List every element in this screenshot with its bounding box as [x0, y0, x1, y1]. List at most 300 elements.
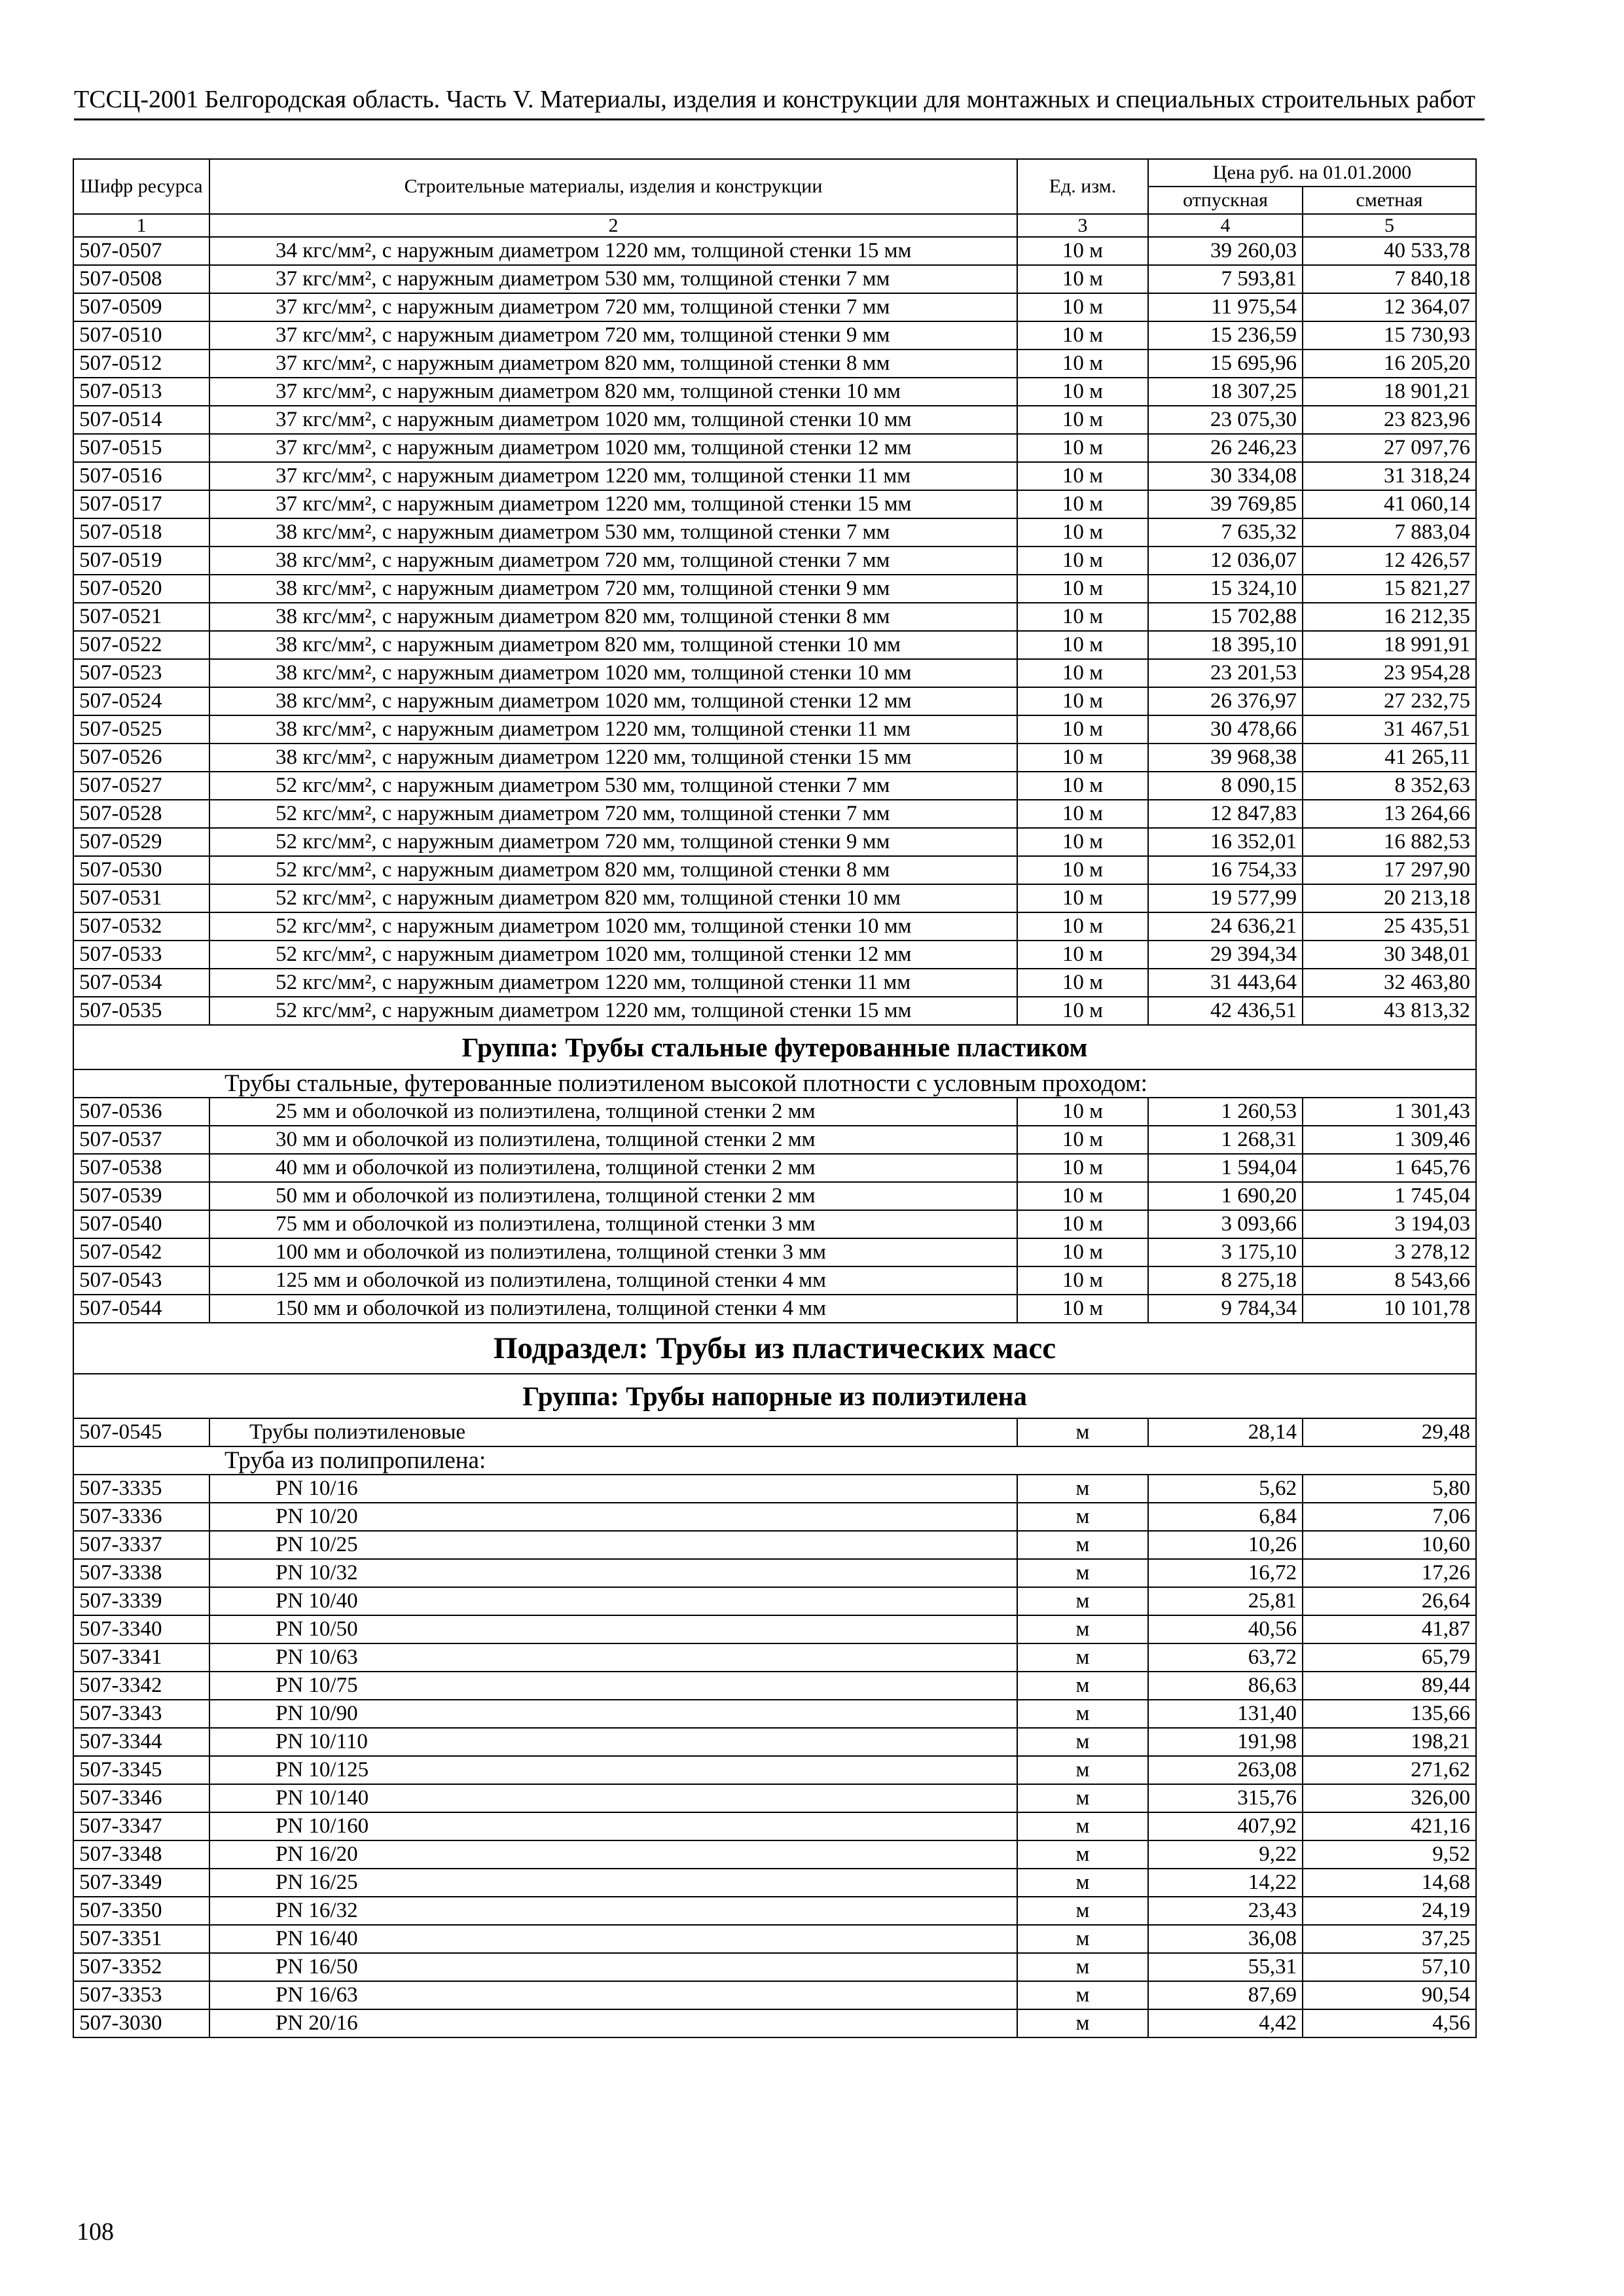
table-row [73, 631, 1476, 659]
material-name: 100 мм и оболочкой из полиэтилена, толщиной стенки 3 мм [209, 1238, 1017, 1266]
estimate-price: 18 991,91 [1303, 631, 1476, 659]
unit: 10 м [1017, 772, 1148, 800]
release-price: 26 376,97 [1148, 687, 1303, 715]
release-price: 30 334,08 [1148, 462, 1303, 490]
release-price: 40,56 [1148, 1615, 1303, 1643]
unit: 10 м [1017, 1295, 1148, 1323]
material-name: 38 кгс/мм², с наружным диаметром 1220 мм, толщиной стенки 11 мм [209, 715, 1017, 744]
release-price: 42 436,51 [1148, 997, 1303, 1025]
table-row [73, 1784, 1476, 1812]
table-row [73, 1559, 1476, 1587]
estimate-price: 30 348,01 [1303, 941, 1476, 969]
resource-code: 507-0520 [73, 575, 209, 603]
estimate-price: 1 745,04 [1303, 1182, 1476, 1210]
material-name: 37 кгс/мм², с наружным диаметром 720 мм, толщиной стенки 7 мм [209, 293, 1017, 321]
release-price: 7 593,81 [1148, 265, 1303, 293]
material-name: 52 кгс/мм², с наружным диаметром 820 мм, толщиной стенки 8 мм [209, 856, 1017, 884]
material-name: 37 кгс/мм², с наружным диаметром 1220 мм, толщиной стенки 15 мм [209, 490, 1017, 518]
table-row [73, 884, 1476, 912]
column-number: 1 [73, 214, 209, 237]
release-price: 36,08 [1148, 1925, 1303, 1953]
release-price: 18 307,25 [1148, 378, 1303, 406]
table-row [73, 1503, 1476, 1531]
release-price: 63,72 [1148, 1643, 1303, 1672]
unit: м [1017, 1925, 1148, 1953]
unit: 10 м [1017, 1238, 1148, 1266]
subheading-row [73, 1069, 1476, 1098]
unit: м [1017, 1981, 1148, 2009]
table-row [73, 293, 1476, 321]
material-name: PN 10/140 [209, 1784, 1017, 1812]
column-number: 2 [209, 214, 1017, 237]
material-name: 52 кгс/мм², с наружным диаметром 530 мм, толщиной стенки 7 мм [209, 772, 1017, 800]
material-name: 38 кгс/мм², с наружным диаметром 720 мм, толщиной стенки 9 мм [209, 575, 1017, 603]
resource-code: 507-3349 [73, 1869, 209, 1897]
group-row [73, 1374, 1476, 1418]
estimate-price: 23 954,28 [1303, 659, 1476, 687]
table-row [73, 1615, 1476, 1643]
release-price: 1 594,04 [1148, 1154, 1303, 1182]
estimate-price: 17,26 [1303, 1559, 1476, 1587]
material-name: 52 кгс/мм², с наружным диаметром 1220 мм, толщиной стенки 15 мм [209, 997, 1017, 1025]
header-unit: Ед. изм. [1017, 159, 1148, 214]
table-row [73, 1126, 1476, 1154]
rows-section-a [73, 237, 1476, 1025]
estimate-price: 18 901,21 [1303, 378, 1476, 406]
table-row [73, 828, 1476, 856]
estimate-price: 43 813,32 [1303, 997, 1476, 1025]
resource-code: 507-3345 [73, 1756, 209, 1784]
release-price: 191,98 [1148, 1728, 1303, 1756]
material-name: PN 10/75 [209, 1672, 1017, 1700]
estimate-price: 31 318,24 [1303, 462, 1476, 490]
resource-code: 507-3341 [73, 1643, 209, 1672]
unit: 10 м [1017, 321, 1148, 350]
material-name: 37 кгс/мм², с наружным диаметром 1220 мм, толщиной стенки 11 мм [209, 462, 1017, 490]
release-price: 39 769,85 [1148, 490, 1303, 518]
unit: 10 м [1017, 715, 1148, 744]
release-price: 26 246,23 [1148, 434, 1303, 462]
resource-code: 507-3030 [73, 2009, 209, 2037]
resource-code: 507-3335 [73, 1475, 209, 1503]
estimate-price: 23 823,96 [1303, 406, 1476, 434]
group-lined-section [73, 1025, 1476, 1098]
plastic-subsection [73, 1323, 1476, 1475]
release-price: 15 324,10 [1148, 575, 1303, 603]
table-row [73, 969, 1476, 997]
resource-code: 507-0542 [73, 1238, 209, 1266]
material-name: PN 10/40 [209, 1587, 1017, 1615]
material-name: 37 кгс/мм², с наружным диаметром 720 мм, толщиной стенки 9 мм [209, 321, 1017, 350]
table-row [73, 1672, 1476, 1700]
release-price: 263,08 [1148, 1756, 1303, 1784]
material-name: 52 кгс/мм², с наружным диаметром 720 мм, толщиной стенки 9 мм [209, 828, 1017, 856]
release-price: 18 395,10 [1148, 631, 1303, 659]
material-name: 38 кгс/мм², с наружным диаметром 820 мм, толщиной стенки 10 мм [209, 631, 1017, 659]
resource-code: 507-3351 [73, 1925, 209, 1953]
estimate-price: 29,48 [1303, 1418, 1476, 1446]
release-price: 87,69 [1148, 1981, 1303, 2009]
material-name: PN 10/20 [209, 1503, 1017, 1531]
material-name: 37 кгс/мм², с наружным диаметром 1020 мм, толщиной стенки 12 мм [209, 434, 1017, 462]
release-price: 24 636,21 [1148, 912, 1303, 941]
unit: 10 м [1017, 490, 1148, 518]
group-row [73, 1025, 1476, 1069]
table-row [73, 237, 1476, 265]
table-row [73, 265, 1476, 293]
header-estimate-price: сметная [1303, 187, 1476, 214]
subheading-row [73, 1446, 1476, 1475]
material-name: 37 кгс/мм², с наружным диаметром 820 мм, толщиной стенки 8 мм [209, 350, 1017, 378]
table-row [73, 1587, 1476, 1615]
resource-code: 507-0516 [73, 462, 209, 490]
estimate-price: 15 730,93 [1303, 321, 1476, 350]
release-price: 9 784,34 [1148, 1295, 1303, 1323]
release-price: 31 443,64 [1148, 969, 1303, 997]
subsection-heading: Подраздел: Трубы из пластических масс [73, 1323, 1476, 1374]
table-row [73, 941, 1476, 969]
release-price: 29 394,34 [1148, 941, 1303, 969]
unit: м [1017, 1503, 1148, 1531]
table-row [73, 1475, 1476, 1503]
material-name: 52 кгс/мм², с наружным диаметром 720 мм, толщиной стенки 7 мм [209, 800, 1017, 828]
release-price: 6,84 [1148, 1503, 1303, 1531]
unit: м [1017, 1643, 1148, 1672]
table-row [73, 1154, 1476, 1182]
material-name: 25 мм и оболочкой из полиэтилена, толщиной стенки 2 мм [209, 1098, 1017, 1126]
estimate-price: 9,52 [1303, 1840, 1476, 1869]
resource-code: 507-0512 [73, 350, 209, 378]
estimate-price: 16 882,53 [1303, 828, 1476, 856]
release-price: 11 975,54 [1148, 293, 1303, 321]
unit: м [1017, 1728, 1148, 1756]
release-price: 407,92 [1148, 1812, 1303, 1840]
unit: м [1017, 1869, 1148, 1897]
unit: м [1017, 2009, 1148, 2037]
resource-code: 507-0510 [73, 321, 209, 350]
release-price: 5,62 [1148, 1475, 1303, 1503]
table-row [73, 856, 1476, 884]
estimate-price: 26,64 [1303, 1587, 1476, 1615]
unit: м [1017, 1756, 1148, 1784]
unit: 10 м [1017, 1182, 1148, 1210]
material-name: 34 кгс/мм², с наружным диаметром 1220 мм, толщиной стенки 15 мм [209, 237, 1017, 265]
table-row [73, 687, 1476, 715]
estimate-price: 271,62 [1303, 1756, 1476, 1784]
estimate-price: 3 194,03 [1303, 1210, 1476, 1238]
resource-code: 507-0534 [73, 969, 209, 997]
material-name: 37 кгс/мм², с наружным диаметром 820 мм, толщиной стенки 10 мм [209, 378, 1017, 406]
header-code: Шифр ресурса [73, 159, 209, 214]
resource-code: 507-0533 [73, 941, 209, 969]
estimate-price: 5,80 [1303, 1475, 1476, 1503]
table-row [73, 1210, 1476, 1238]
estimate-price: 10 101,78 [1303, 1295, 1476, 1323]
estimate-price: 57,10 [1303, 1953, 1476, 1981]
release-price: 1 260,53 [1148, 1098, 1303, 1126]
unit: 10 м [1017, 1126, 1148, 1154]
group-heading: Группа: Трубы напорные из полиэтилена [73, 1374, 1476, 1418]
material-name: 52 кгс/мм², с наружным диаметром 1020 мм, толщиной стенки 12 мм [209, 941, 1017, 969]
table-row [73, 1869, 1476, 1897]
table-row [73, 490, 1476, 518]
resource-code: 507-0514 [73, 406, 209, 434]
table-row [73, 1266, 1476, 1295]
estimate-price: 7 840,18 [1303, 265, 1476, 293]
table-row [73, 1418, 1476, 1446]
material-name: 52 кгс/мм², с наружным диаметром 820 мм, толщиной стенки 10 мм [209, 884, 1017, 912]
unit: 10 м [1017, 744, 1148, 772]
table-row [73, 744, 1476, 772]
release-price: 131,40 [1148, 1700, 1303, 1728]
material-name: Трубы полиэтиленовые [209, 1418, 1017, 1446]
resource-code: 507-0517 [73, 490, 209, 518]
resource-code: 507-0529 [73, 828, 209, 856]
resource-code: 507-3337 [73, 1531, 209, 1559]
unit: 10 м [1017, 941, 1148, 969]
release-price: 12 847,83 [1148, 800, 1303, 828]
subsection-row [73, 1323, 1476, 1374]
table-row [73, 715, 1476, 744]
release-price: 12 036,07 [1148, 547, 1303, 575]
table-row [73, 1756, 1476, 1784]
unit: м [1017, 1897, 1148, 1925]
unit: м [1017, 1953, 1148, 1981]
estimate-price: 3 278,12 [1303, 1238, 1476, 1266]
table-row [73, 1531, 1476, 1559]
unit: 10 м [1017, 1266, 1148, 1295]
resource-code: 507-0530 [73, 856, 209, 884]
estimate-price: 40 533,78 [1303, 237, 1476, 265]
table-row [73, 1981, 1476, 2009]
release-price: 8 090,15 [1148, 772, 1303, 800]
material-name: PN 10/63 [209, 1643, 1017, 1672]
estimate-price: 12 426,57 [1303, 547, 1476, 575]
estimate-price: 65,79 [1303, 1643, 1476, 1672]
release-price: 1 690,20 [1148, 1182, 1303, 1210]
estimate-price: 41 060,14 [1303, 490, 1476, 518]
table-row [73, 1700, 1476, 1728]
estimate-price: 17 297,90 [1303, 856, 1476, 884]
release-price: 10,26 [1148, 1531, 1303, 1559]
unit: 10 м [1017, 603, 1148, 631]
table-row [73, 1840, 1476, 1869]
resource-code: 507-3342 [73, 1672, 209, 1700]
material-name: PN 16/63 [209, 1981, 1017, 2009]
resource-code: 507-3338 [73, 1559, 209, 1587]
unit: 10 м [1017, 631, 1148, 659]
material-name: 52 кгс/мм², с наружным диаметром 1020 мм, толщиной стенки 10 мм [209, 912, 1017, 941]
unit: 10 м [1017, 378, 1148, 406]
estimate-price: 12 364,07 [1303, 293, 1476, 321]
table-row [73, 1643, 1476, 1672]
table-row [73, 1812, 1476, 1840]
estimate-price: 25 435,51 [1303, 912, 1476, 941]
material-name: 150 мм и оболочкой из полиэтилена, толщиной стенки 4 мм [209, 1295, 1017, 1323]
release-price: 15 702,88 [1148, 603, 1303, 631]
estimate-price: 1 309,46 [1303, 1126, 1476, 1154]
material-name: PN 20/16 [209, 2009, 1017, 2037]
estimate-price: 31 467,51 [1303, 715, 1476, 744]
table-row [73, 350, 1476, 378]
table-row [73, 1238, 1476, 1266]
resource-code: 507-0535 [73, 997, 209, 1025]
release-price: 16 352,01 [1148, 828, 1303, 856]
estimate-price: 8 543,66 [1303, 1266, 1476, 1295]
unit: 10 м [1017, 1098, 1148, 1126]
unit: м [1017, 1840, 1148, 1869]
estimate-price: 89,44 [1303, 1672, 1476, 1700]
column-number: 4 [1148, 214, 1303, 237]
release-price: 3 093,66 [1148, 1210, 1303, 1238]
release-price: 16,72 [1148, 1559, 1303, 1587]
header-release-price: отпускная [1148, 187, 1303, 214]
table-row [73, 603, 1476, 631]
unit: м [1017, 1559, 1148, 1587]
material-name: 37 кгс/мм², с наружным диаметром 530 мм, толщиной стенки 7 мм [209, 265, 1017, 293]
table-row [73, 1925, 1476, 1953]
material-name: PN 10/50 [209, 1615, 1017, 1643]
estimate-price: 10,60 [1303, 1531, 1476, 1559]
material-name: 50 мм и оболочкой из полиэтилена, толщиной стенки 2 мм [209, 1182, 1017, 1210]
resource-code: 507-0513 [73, 378, 209, 406]
resource-code: 507-0540 [73, 1210, 209, 1238]
resource-code: 507-0536 [73, 1098, 209, 1126]
material-name: PN 16/50 [209, 1953, 1017, 1981]
estimate-price: 1 645,76 [1303, 1154, 1476, 1182]
unit: 10 м [1017, 969, 1148, 997]
estimate-price: 421,16 [1303, 1812, 1476, 1840]
release-price: 315,76 [1148, 1784, 1303, 1812]
release-price: 39 260,03 [1148, 237, 1303, 265]
material-name: PN 10/110 [209, 1728, 1017, 1756]
estimate-price: 7,06 [1303, 1503, 1476, 1531]
release-price: 86,63 [1148, 1672, 1303, 1700]
estimate-price: 32 463,80 [1303, 969, 1476, 997]
unit: 10 м [1017, 1210, 1148, 1238]
material-name: 38 кгс/мм², с наружным диаметром 720 мм, толщиной стенки 7 мм [209, 547, 1017, 575]
material-name: 38 кгс/мм², с наружным диаметром 1220 мм, толщиной стенки 15 мм [209, 744, 1017, 772]
material-name: 52 кгс/мм², с наружным диаметром 1220 мм, толщиной стенки 11 мм [209, 969, 1017, 997]
unit: 10 м [1017, 659, 1148, 687]
column-number: 5 [1303, 214, 1476, 237]
table-row [73, 1728, 1476, 1756]
price-table [73, 158, 1477, 2038]
estimate-price: 24,19 [1303, 1897, 1476, 1925]
subheading: Труба из полипропилена: [73, 1446, 1476, 1475]
release-price: 4,42 [1148, 2009, 1303, 2037]
resource-code: 507-0539 [73, 1182, 209, 1210]
unit: 10 м [1017, 406, 1148, 434]
estimate-price: 7 883,04 [1303, 518, 1476, 547]
unit: 10 м [1017, 547, 1148, 575]
unit: 10 м [1017, 800, 1148, 828]
release-price: 14,22 [1148, 1869, 1303, 1897]
unit: 10 м [1017, 997, 1148, 1025]
resource-code: 507-3344 [73, 1728, 209, 1756]
material-name: 40 мм и оболочкой из полиэтилена, толщиной стенки 2 мм [209, 1154, 1017, 1182]
unit: 10 м [1017, 884, 1148, 912]
unit: 10 м [1017, 518, 1148, 547]
rows-section-b [73, 1098, 1476, 1323]
estimate-price: 16 212,35 [1303, 603, 1476, 631]
table-row [73, 912, 1476, 941]
table-row [73, 659, 1476, 687]
subheading: Трубы стальные, футерованные полиэтиленом высокой плотности с условным проходом: [73, 1069, 1476, 1098]
release-price: 39 968,38 [1148, 744, 1303, 772]
resource-code: 507-0515 [73, 434, 209, 462]
material-name: PN 10/160 [209, 1812, 1017, 1840]
resource-code: 507-3336 [73, 1503, 209, 1531]
release-price: 30 478,66 [1148, 715, 1303, 744]
resource-code: 507-3348 [73, 1840, 209, 1869]
resource-code: 507-0527 [73, 772, 209, 800]
table-row [73, 547, 1476, 575]
table-row [73, 434, 1476, 462]
material-name: PN 10/32 [209, 1559, 1017, 1587]
resource-code: 507-0544 [73, 1295, 209, 1323]
column-number: 3 [1017, 214, 1148, 237]
release-price: 3 175,10 [1148, 1238, 1303, 1266]
resource-code: 507-0531 [73, 884, 209, 912]
release-price: 55,31 [1148, 1953, 1303, 1981]
resource-code: 507-0523 [73, 659, 209, 687]
table-row [73, 518, 1476, 547]
release-price: 23 075,30 [1148, 406, 1303, 434]
release-price: 28,14 [1148, 1418, 1303, 1446]
material-name: PN 10/125 [209, 1756, 1017, 1784]
material-name: PN 10/25 [209, 1531, 1017, 1559]
resource-code: 507-3347 [73, 1812, 209, 1840]
unit: 10 м [1017, 462, 1148, 490]
material-name: PN 16/20 [209, 1840, 1017, 1869]
table-row [73, 575, 1476, 603]
unit: м [1017, 1475, 1148, 1503]
release-price: 19 577,99 [1148, 884, 1303, 912]
resource-code: 507-0507 [73, 237, 209, 265]
table-row [73, 1953, 1476, 1981]
estimate-price: 20 213,18 [1303, 884, 1476, 912]
rows-section-c [73, 1475, 1476, 2037]
unit: м [1017, 1784, 1148, 1812]
estimate-price: 41,87 [1303, 1615, 1476, 1643]
release-price: 25,81 [1148, 1587, 1303, 1615]
estimate-price: 14,68 [1303, 1869, 1476, 1897]
resource-code: 507-3343 [73, 1700, 209, 1728]
header-name: Строительные материалы, изделия и конструкции [209, 159, 1017, 214]
unit: 10 м [1017, 575, 1148, 603]
material-name: 38 кгс/мм², с наружным диаметром 1020 мм, толщиной стенки 10 мм [209, 659, 1017, 687]
release-price: 15 695,96 [1148, 350, 1303, 378]
table-row [73, 1295, 1476, 1323]
estimate-price: 135,66 [1303, 1700, 1476, 1728]
release-price: 15 236,59 [1148, 321, 1303, 350]
release-price: 7 635,32 [1148, 518, 1303, 547]
resource-code: 507-0521 [73, 603, 209, 631]
estimate-price: 326,00 [1303, 1784, 1476, 1812]
table-row [73, 406, 1476, 434]
unit: 10 м [1017, 237, 1148, 265]
unit: м [1017, 1700, 1148, 1728]
material-name: 38 кгс/мм², с наружным диаметром 820 мм, толщиной стенки 8 мм [209, 603, 1017, 631]
unit: м [1017, 1812, 1148, 1840]
table-row [73, 997, 1476, 1025]
resource-code: 507-3340 [73, 1615, 209, 1643]
resource-code: 507-0522 [73, 631, 209, 659]
resource-code: 507-0526 [73, 744, 209, 772]
column-number-row [73, 214, 1476, 237]
resource-code: 507-0509 [73, 293, 209, 321]
